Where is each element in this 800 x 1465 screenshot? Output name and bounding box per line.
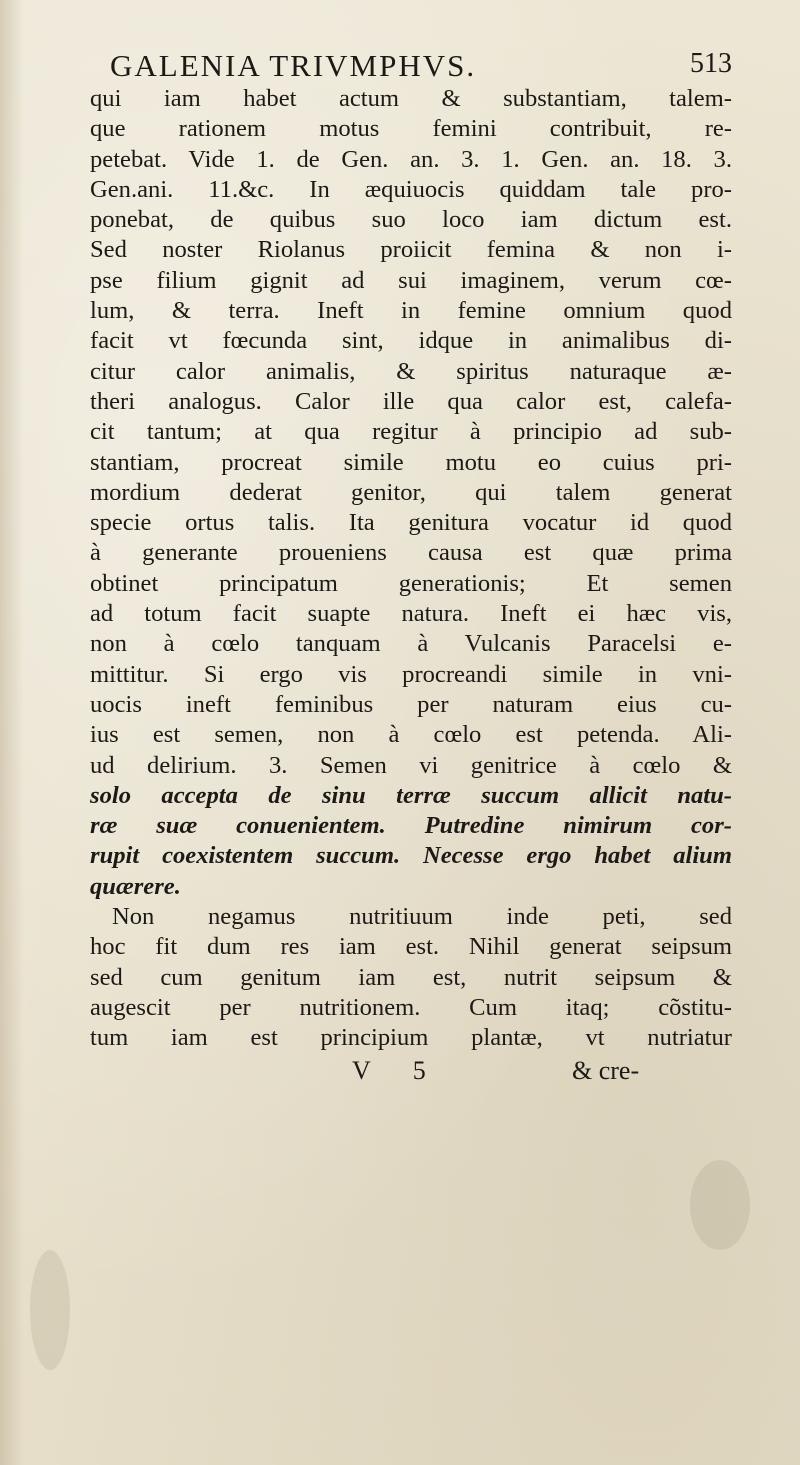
- text-line: lum, & terra. Ineft in femine omnium quod: [90, 297, 732, 325]
- text-line: Non negamus nutritiuum inde peti, sed: [112, 903, 732, 931]
- text-line: theri analogus. Calor ille qua calor est, calefa-: [90, 387, 732, 415]
- running-title: GALENIA TRIVMPHVS.: [110, 48, 477, 83]
- text-line: cit tantum; at qua regitur à principio ad sub-: [90, 418, 732, 446]
- text-line: non à cœlo tanquam à Vulcanis Paracelsi e-: [90, 630, 732, 658]
- italic-quote-line: ræ suæ conuenientem. Putredine nimirum cor-: [90, 812, 732, 840]
- text-line: facit vt fœcunda sint, idque in animalibus di-: [90, 327, 732, 355]
- paper-stain: [690, 1160, 750, 1250]
- text-line: pse filium gignit ad sui imaginem, verum cœ-: [90, 266, 732, 294]
- catchword: & cre-: [572, 1055, 640, 1085]
- text-line: Gen.ani. 11.&c. In æquiuocis quiddam tale pro-: [90, 175, 732, 203]
- text-line: obtinet principatum generationis; Et semen: [90, 569, 732, 597]
- text-line: uocis ineft feminibus per naturam eius cu-: [90, 690, 732, 718]
- signature-mark: V 5: [352, 1055, 444, 1085]
- italic-quote-line: quærere.: [90, 872, 181, 900]
- text-line: hoc fit dum res iam est. Nihil generat seipsum: [90, 933, 732, 961]
- text-line: mordium dederat genitor, qui talem generat: [90, 478, 732, 506]
- text-line: ponebat, de quibus suo loco iam dictum est.: [90, 206, 732, 234]
- page-footer: [90, 1056, 732, 1088]
- text-line: qui iam habet actum & substantiam, talem-: [90, 85, 732, 112]
- text-line: augescit per nutritionem. Cum itaq; cõstitu-: [90, 993, 732, 1021]
- text-line: à generante proueniens causa est quæ prima: [90, 539, 732, 567]
- text-line: Sed noster Riolanus proiicit femina & non i-: [90, 236, 732, 264]
- text-line: citur calor animalis, & spiritus naturaque æ-: [90, 357, 732, 385]
- text-line: specie ortus talis. Ita genitura vocatur id quod: [90, 509, 732, 537]
- text-line: tum iam est principium plantæ, vt nutriatur: [90, 1024, 732, 1052]
- text-line: stantiam, procreat simile motu eo cuius pri-: [90, 448, 732, 476]
- body-text: [90, 84, 732, 1088]
- text-line: que rationem motus femini contribuit, re-: [90, 115, 732, 143]
- text-line: ius est semen, non à cœlo est petenda. Ali-: [90, 721, 732, 749]
- text-line: ad totum facit suapte natura. Ineft ei hæc vis,: [90, 600, 732, 628]
- text-line: mittitur. Si ergo vis procreandi simile in vni-: [90, 660, 732, 688]
- text-line: petebat. Vide 1. de Gen. an. 3. 1. Gen. an. 18. 3.: [90, 145, 732, 173]
- italic-quote-line: solo accepta de sinu terræ succum allicit natu-: [90, 781, 732, 809]
- paper-stain: [30, 1250, 70, 1370]
- gutter-shadow: [0, 0, 24, 1465]
- italic-quote-line: rupit coexistentem succum. Necesse ergo habet alium: [90, 842, 732, 870]
- page-number: 513: [690, 48, 732, 79]
- text-line: ud delirium. 3. Semen vi genitrice à cœlo &: [90, 751, 732, 779]
- text-line: sed cum genitum iam est, nutrit seipsum &: [90, 963, 732, 991]
